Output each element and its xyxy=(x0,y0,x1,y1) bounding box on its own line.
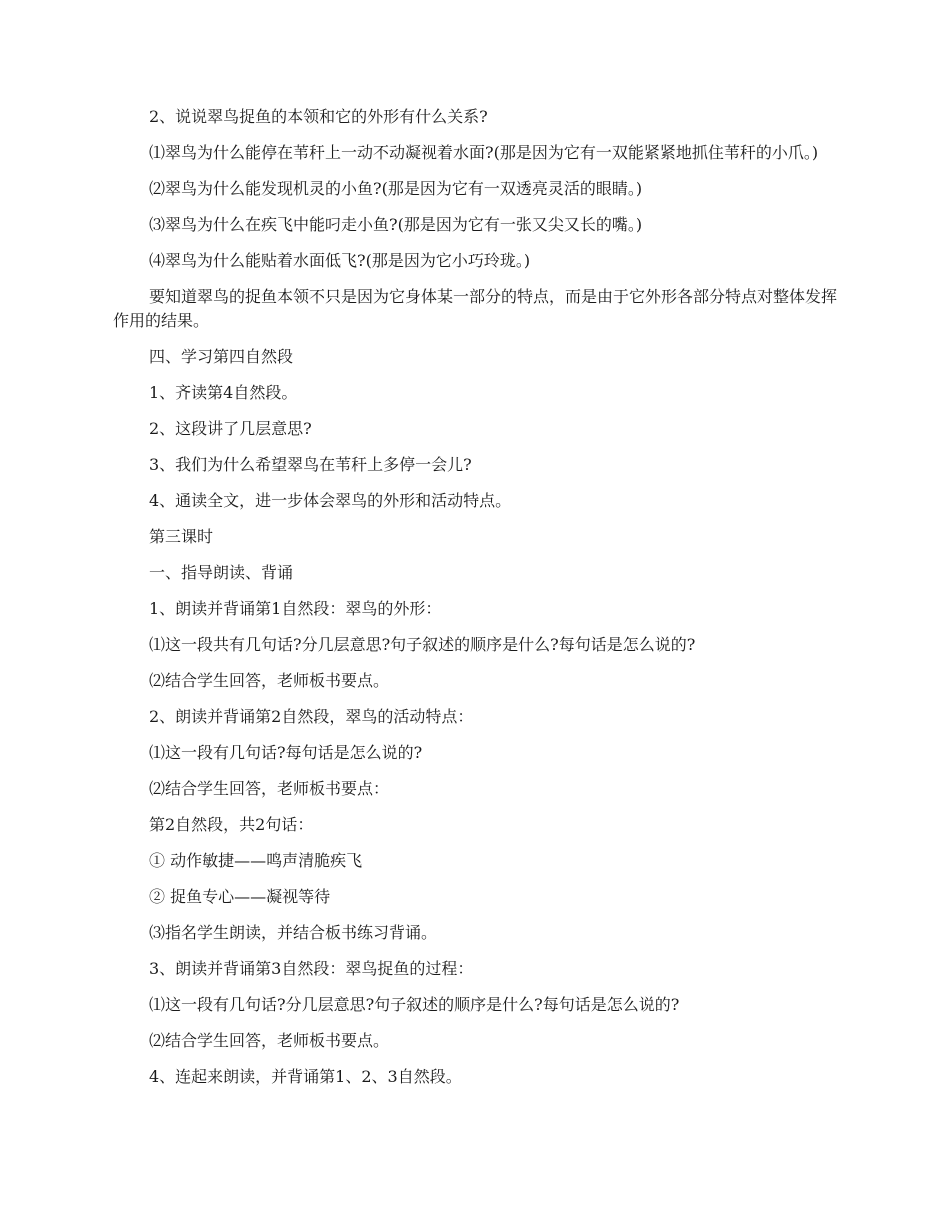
paragraph: 第2自然段，共2句话： xyxy=(149,815,314,834)
paragraph: 1、朗读并背诵第1自然段：翠鸟的外形： xyxy=(149,599,442,618)
paragraph: 1、齐读第4自然段。 xyxy=(149,383,298,402)
paragraph: 3、朗读并背诵第3自然段：翠鸟捉鱼的过程： xyxy=(149,959,474,978)
paragraph: 4、连起来朗读，并背诵第1、2、3自然段。 xyxy=(149,1067,462,1086)
paragraph: 3、我们为什么希望翠鸟在苇秆上多停一会儿? xyxy=(149,455,472,474)
section-heading: 四、学习第四自然段 xyxy=(149,347,294,366)
section-heading: 一、指导朗读、背诵 xyxy=(149,563,294,582)
paragraph: ⑴这一段有几句话?每句话是怎么说的? xyxy=(149,743,423,762)
lesson-heading: 第三课时 xyxy=(149,527,214,546)
paragraph: 2、朗读并背诵第2自然段，翠鸟的活动特点： xyxy=(149,707,474,726)
paragraph: ⑴这一段有几句话?分几层意思?句子叙述的顺序是什么?每句话是怎么说的? xyxy=(149,995,680,1014)
paragraph: ② 捉鱼专心——凝视等待 xyxy=(149,887,331,906)
document-page xyxy=(113,105,837,1101)
paragraph: 要知道翠鸟的捉鱼本领不只是因为它身体某一部分的特点，而是由于它外形各部分特点对整体发挥作用的结果。 xyxy=(113,287,838,330)
paragraph: ⑵翠鸟为什么能发现机灵的小鱼?(那是因为它有一双透亮灵活的眼睛。) xyxy=(149,179,643,198)
paragraph: ⑵结合学生回答，老师板书要点： xyxy=(149,779,390,798)
paragraph: 2、说说翠鸟捉鱼的本领和它的外形有什么关系? xyxy=(149,107,488,126)
paragraph: ⑷翠鸟为什么能贴着水面低飞?(那是因为它小巧玲珑。) xyxy=(149,251,531,270)
paragraph: 4、通读全文，进一步体会翠鸟的外形和活动特点。 xyxy=(149,491,512,510)
paragraph: ⑴这一段共有几句话?分几层意思?句子叙述的顺序是什么?每句话是怎么说的? xyxy=(149,635,696,654)
paragraph: ⑶翠鸟为什么在疾飞中能叼走小鱼?(那是因为它有一张又尖又长的嘴。) xyxy=(149,215,643,234)
paragraph: ⑴翠鸟为什么能停在苇秆上一动不动凝视着水面?(那是因为它有一双能紧紧地抓住苇秆的小爪。) xyxy=(149,143,819,162)
paragraph: ⑶指名学生朗读，并结合板书练习背诵。 xyxy=(149,923,438,942)
paragraph: ⑵结合学生回答，老师板书要点。 xyxy=(149,1031,390,1050)
paragraph: ① 动作敏捷——鸣声清脆疾飞 xyxy=(149,851,363,870)
paragraph: ⑵结合学生回答，老师板书要点。 xyxy=(149,671,390,690)
paragraph: 2、这段讲了几层意思? xyxy=(149,419,312,438)
